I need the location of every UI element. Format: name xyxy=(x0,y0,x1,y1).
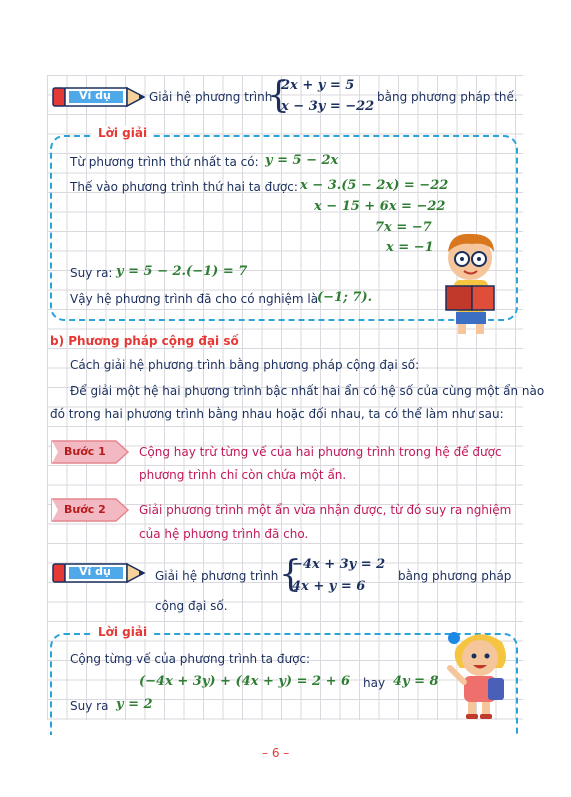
solution2-line3-math: y = 2 xyxy=(116,697,153,712)
solution1-line1-text: Từ phương trình thứ nhất ta có: xyxy=(70,155,259,169)
solution2-line3-text: Suy ra xyxy=(70,699,109,713)
example1-tail: bằng phương pháp thế. xyxy=(377,90,518,104)
step2-line2: của hệ phương trình đã cho. xyxy=(139,527,309,541)
example1-eq1: 2x + y = 5 xyxy=(281,78,355,93)
section-b-para2-line2: đó trong hai phương trình bằng nhau hoặc đối nhau, ta có thể làm như sau: xyxy=(50,407,504,421)
step1-line2: phương trình chỉ còn chứa một ẩn. xyxy=(139,468,347,482)
solution2-line2-math: (−4x + 3y) + (4x + y) = 2 + 6 xyxy=(139,674,351,689)
system-brace: { xyxy=(267,75,290,116)
example2-eq2: 4x + y = 6 xyxy=(292,579,366,594)
step1-line1: Cộng hay trừ từng vế của hai phương trình trong hệ để được xyxy=(139,445,502,459)
solution1-line2-math: x − 3.(5 − 2x) = −22 xyxy=(300,178,449,193)
section-b-title: b) Phương pháp cộng đại số xyxy=(50,334,239,348)
step1-label: Bước 1 xyxy=(64,445,106,458)
solution1-line3-math: x − 15 + 6x = −22 xyxy=(314,199,446,214)
section-b-para2-line1: Để giải một hệ hai phương trình bậc nhất hai ẩn có hệ số của cùng một ẩn nào xyxy=(70,384,545,398)
girl-waving-illustration xyxy=(446,628,516,720)
solution1-line7-text: Vậy hệ phương trình đã cho có nghiệm là xyxy=(70,292,319,306)
solution2-line2-math2: 4y = 8 xyxy=(393,674,439,689)
example2-intro: Giải hệ phương trình xyxy=(155,569,279,583)
solution2-label: Lời giải xyxy=(92,625,153,639)
solution1-line1-math: y = 5 − 2x xyxy=(265,153,339,168)
example1-intro: Giải hệ phương trình xyxy=(149,90,273,104)
example2-badge-label: Ví dụ xyxy=(79,565,111,578)
example2-tail: bằng phương pháp xyxy=(398,569,512,583)
solution1-line6-text: Suy ra: xyxy=(70,266,113,280)
step2-line1: Giải phương trình một ẩn vừa nhận được, từ đó suy ra nghiệm xyxy=(139,503,512,517)
example1-badge-label: Ví dụ xyxy=(79,89,111,102)
solution1-label: Lời giải xyxy=(92,126,153,140)
solution1-line5-math: x = −1 xyxy=(386,240,434,255)
example2-tail2: cộng đại số. xyxy=(155,599,228,613)
step2-label: Bước 2 xyxy=(64,503,106,516)
solution1-line7-math: (−1; 7). xyxy=(317,290,373,305)
section-b-para1: Cách giải hệ phương trình bằng phương pháp cộng đại số: xyxy=(70,358,420,372)
solution1-line4-math: 7x = −7 xyxy=(375,220,432,235)
solution1-line6-math: y = 5 − 2.(−1) = 7 xyxy=(116,264,248,279)
page-number: – 6 – xyxy=(262,746,290,760)
solution1-line2-text: Thế vào phương trình thứ hai ta được: xyxy=(70,180,298,194)
boy-reading-illustration xyxy=(432,228,512,336)
solution2-line1-text: Cộng từng vế của phương trình ta được: xyxy=(70,652,311,666)
example2-eq1: −4x + 3y = 2 xyxy=(292,557,386,572)
solution2-line2-mid: hay xyxy=(363,676,386,690)
system-brace: { xyxy=(279,554,302,595)
example1-eq2: x − 3y = −22 xyxy=(281,99,375,114)
